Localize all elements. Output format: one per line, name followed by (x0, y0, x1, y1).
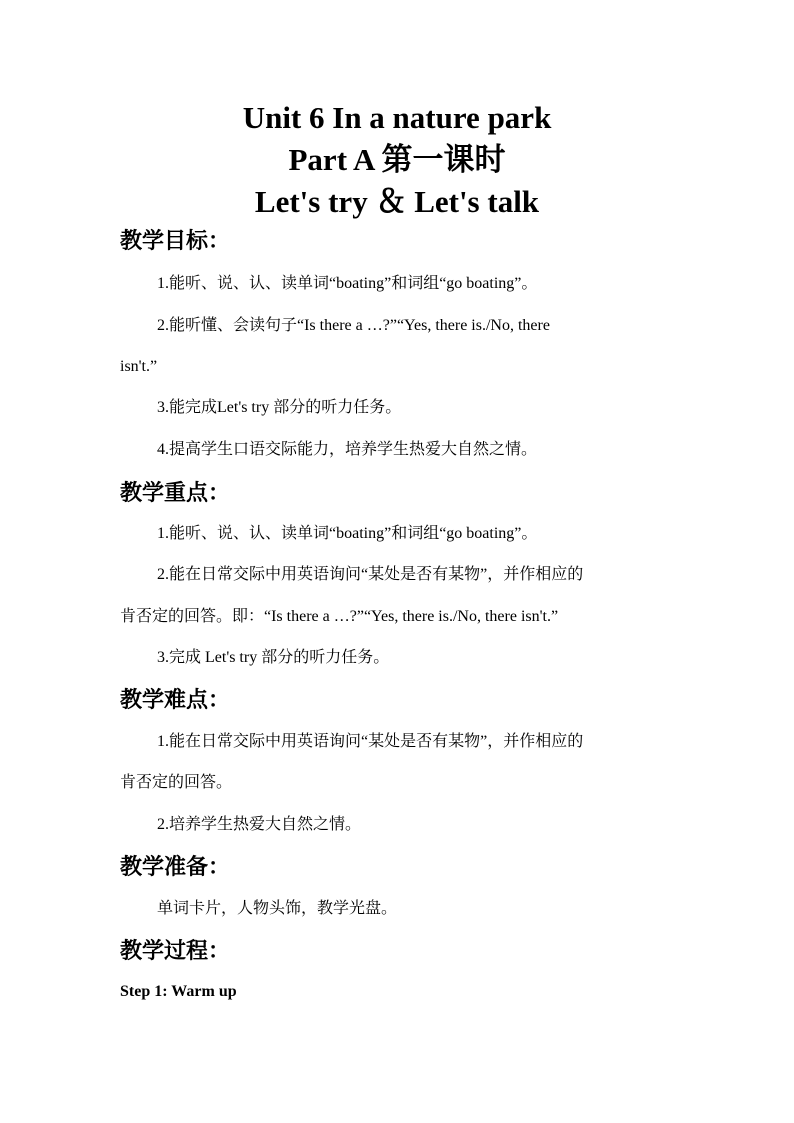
document-title: Unit 6 In a nature park (242, 100, 552, 135)
difficulties-item: 肯否定的回答。 (120, 774, 233, 791)
preparation-item: 单词卡片，人物头饰，教学光盘。 (157, 900, 398, 917)
difficulties-item: 1.能在日常交际中用英语询问“某处是否有某物”，并作相应的 (157, 733, 584, 750)
key-points-item: 1.能听、说、认、读单词“boating”和词组“go boating”。 (157, 525, 538, 542)
difficulties-item: 2.培养学生热爱大自然之情。 (157, 816, 362, 833)
objectives-item: 1.能听、说、认、读单词“boating”和词组“go boating”。 (157, 275, 538, 292)
key-points-heading: 教学重点： (120, 481, 231, 506)
objectives-item: isn't.” (120, 358, 158, 375)
key-points-item: 3.完成 Let's try 部分的听力任务。 (157, 649, 390, 666)
step-heading: Step 1: Warm up (120, 983, 237, 1000)
key-points-item: 2.能在日常交际中用英语询问“某处是否有某物”，并作相应的 (157, 566, 584, 583)
key-points-item: 肯否定的回答。即：“Is there a …?”“Yes, there is./No, there isn't.” (120, 608, 559, 625)
preparation-heading: 教学准备： (120, 855, 231, 880)
objectives-heading: 教学目标： (120, 229, 231, 254)
objectives-item: 3.能完成Let's try 部分的听力任务。 (157, 399, 402, 416)
objectives-item: 4.提高学生口语交际能力，培养学生热爱大自然之情。 (157, 441, 538, 458)
objectives-item: 2.能听懂、会读句子“Is there a …?”“Yes, there is./No, there (157, 317, 550, 334)
process-heading: 教学过程： (120, 939, 231, 964)
document-lesson-title: Let's try ＆ Let's talk (254, 184, 540, 219)
difficulties-heading: 教学难点： (120, 688, 231, 713)
document-subtitle: Part A 第一课时 (288, 142, 506, 177)
